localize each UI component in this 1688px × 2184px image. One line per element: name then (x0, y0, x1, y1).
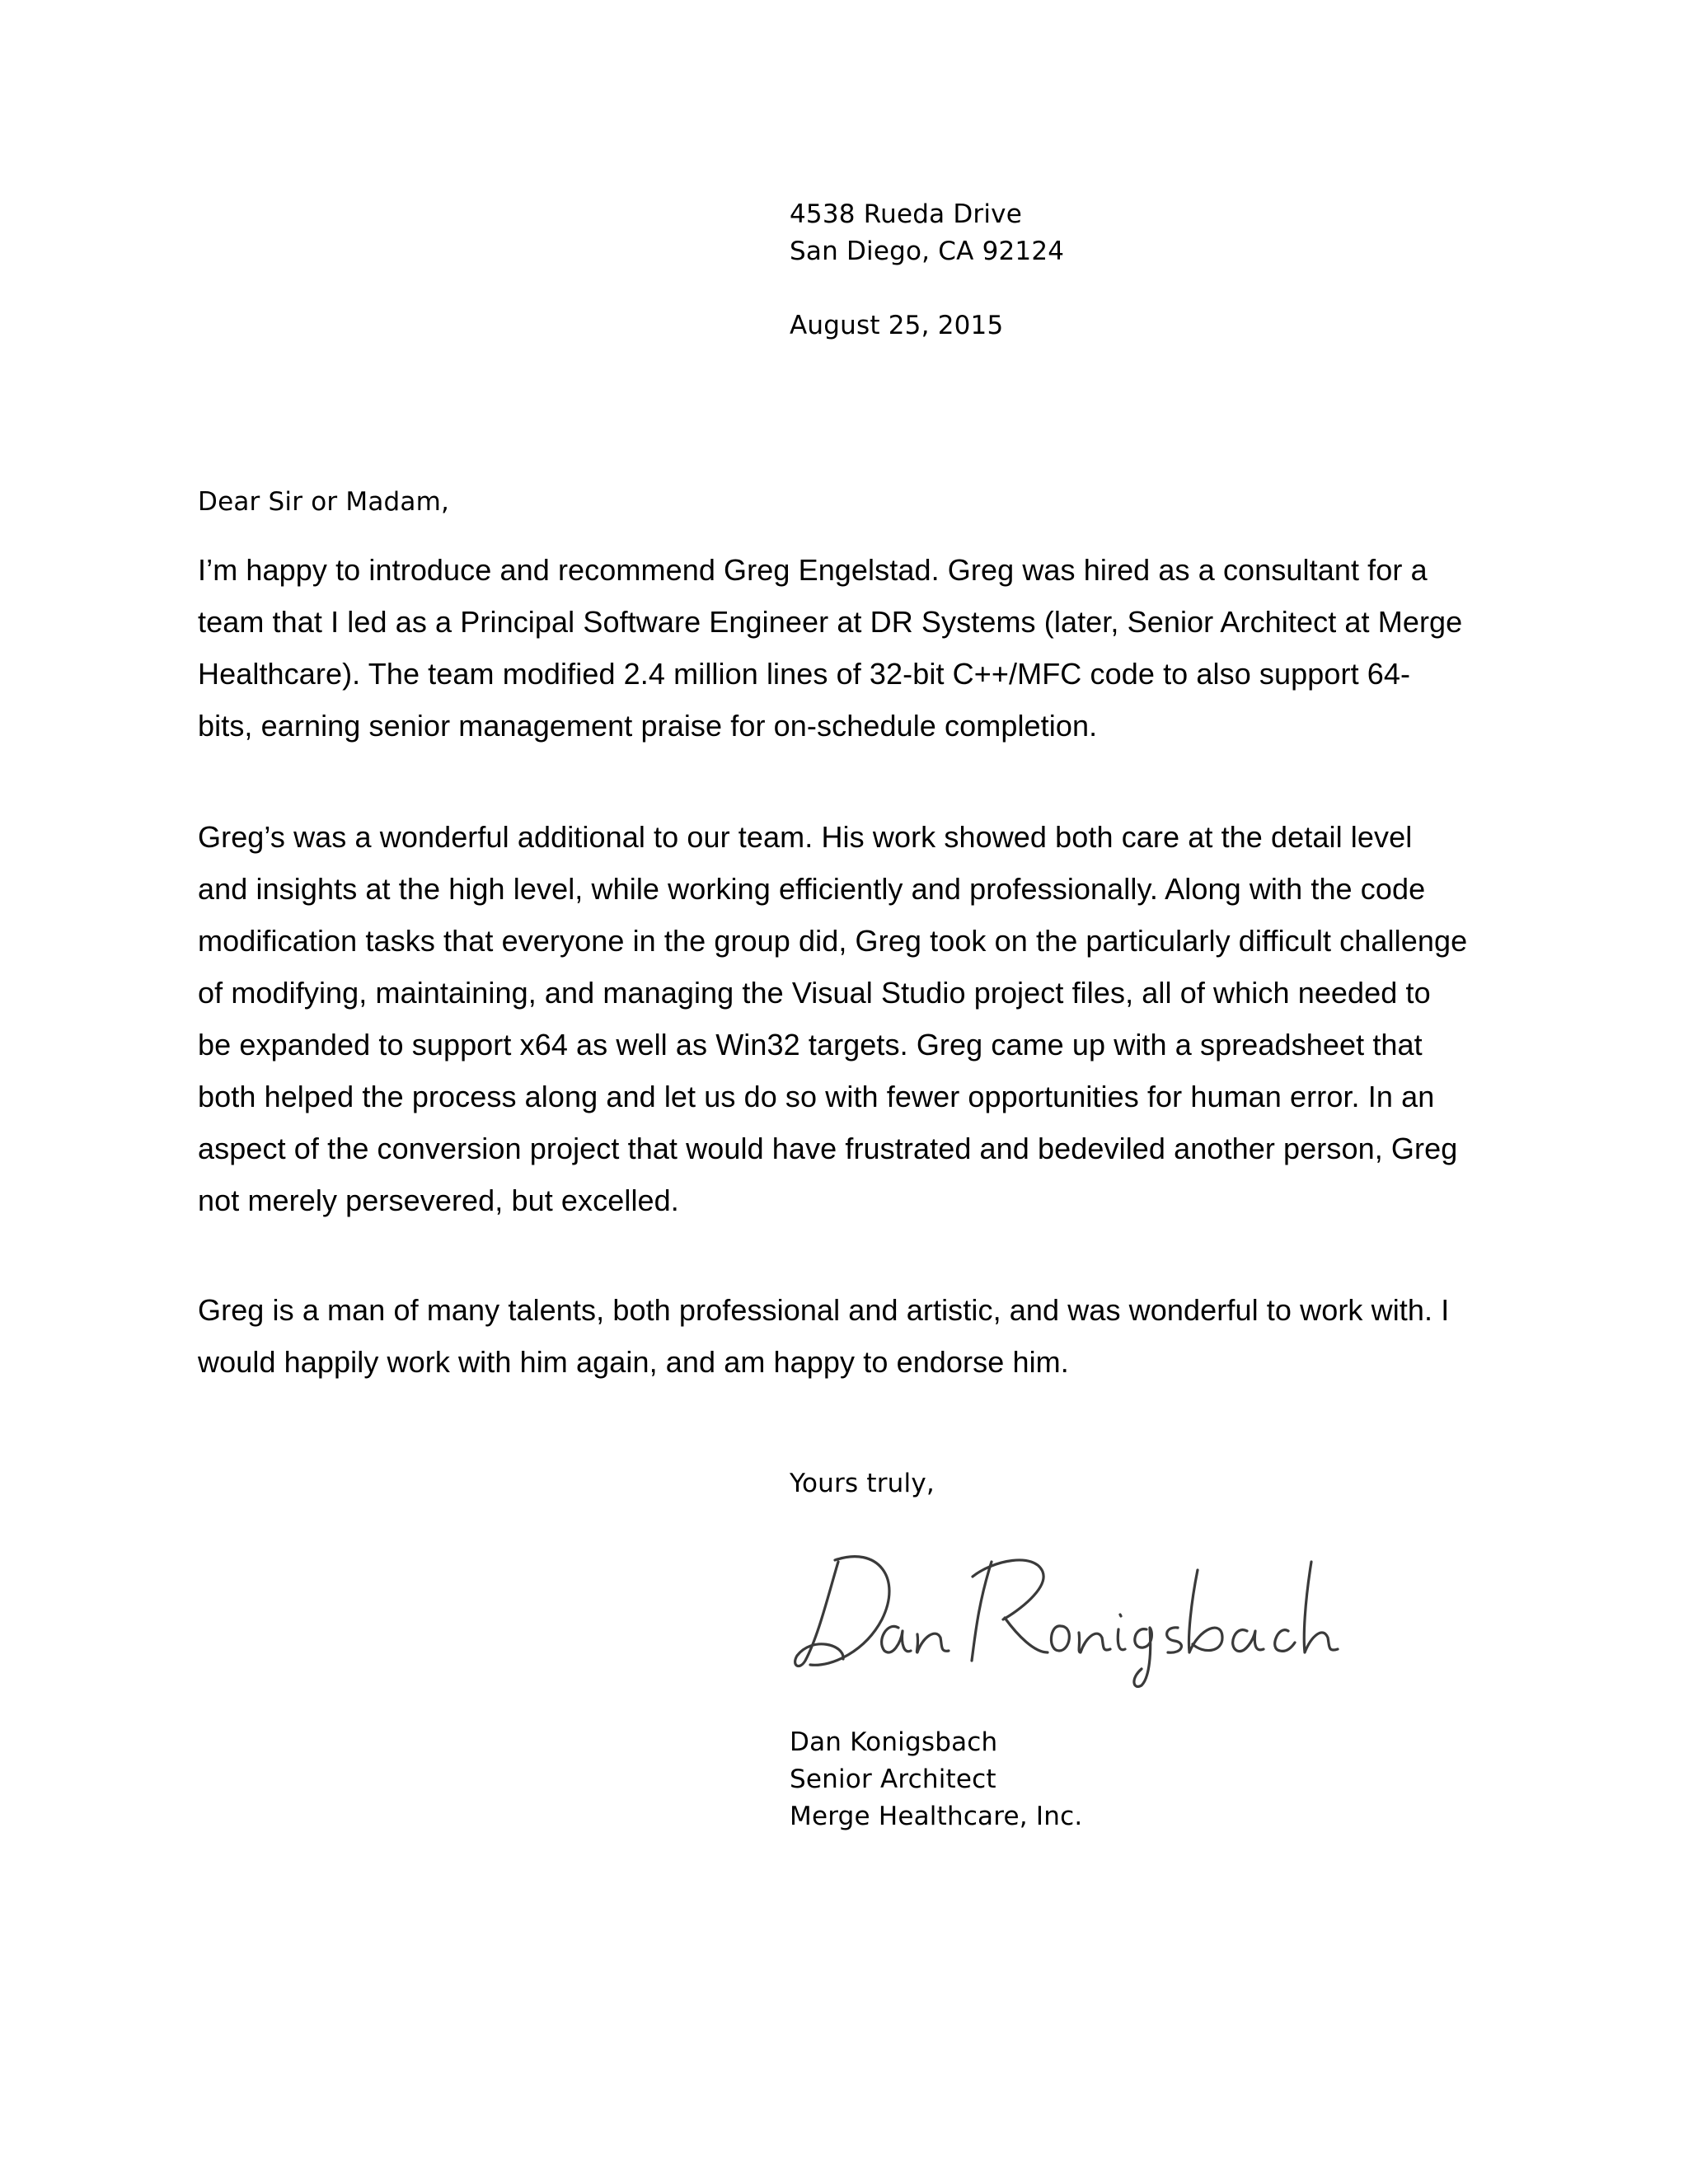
paragraph-line: and insights at the high level, while working efficiently and professionally. Along with the code (198, 872, 1426, 906)
body-paragraph-3 (198, 1284, 1500, 1388)
paragraph-line: of modifying, maintaining, and managing the Visual Studio project files, all of which needed to (198, 976, 1431, 1010)
paragraph-line: be expanded to support x64 as well as Win32 targets. Greg came up with a spreadsheet that (198, 1028, 1423, 1062)
signature-block (790, 1724, 1082, 1835)
signer-title: Senior Architect (790, 1765, 996, 1794)
handwritten-signature (787, 1529, 1348, 1694)
sender-street: 4538 Rueda Drive (790, 199, 1022, 229)
paragraph-line: Greg’s was a wonderful additional to our team. His work showed both care at the detail level (198, 820, 1413, 854)
paragraph-line: not merely persevered, but excelled. (198, 1183, 679, 1217)
paragraph-line: bits, earning senior management praise for on-schedule completion. (198, 709, 1098, 743)
sender-address (790, 196, 1064, 270)
signer-name: Dan Konigsbach (790, 1727, 998, 1757)
signer-company: Merge Healthcare, Inc. (790, 1802, 1083, 1831)
paragraph-line: team that I led as a Principal Software Engineer at DR Systems (later, Senior Architect at Merge (198, 605, 1463, 639)
salutation: Dear Sir or Madam, (198, 487, 450, 517)
paragraph-line: would happily work with him again, and am happy to endorse him. (198, 1345, 1069, 1379)
paragraph-line: I’m happy to introduce and recommend Greg Engelstad. Greg was hired as a consultant for a (198, 553, 1428, 587)
paragraph-line: Greg is a man of many talents, both professional and artistic, and was wonderful to work with. I (198, 1293, 1450, 1327)
closing: Yours truly, (790, 1469, 935, 1498)
body-paragraph-2 (198, 811, 1500, 1226)
paragraph-line: Healthcare). The team modified 2.4 million lines of 32-bit C++/MFC code to also support 64- (198, 657, 1411, 691)
body-paragraph-1 (198, 544, 1500, 752)
letter-date: August 25, 2015 (790, 311, 1004, 340)
paragraph-line: modification tasks that everyone in the group did, Greg took on the particularly difficult challenge (198, 924, 1468, 958)
paragraph-line: aspect of the conversion project that would have frustrated and bedeviled another person, Greg (198, 1132, 1458, 1165)
paragraph-line: both helped the process along and let us do so with fewer opportunities for human error. In an (198, 1080, 1435, 1113)
sender-city-state-zip: San Diego, CA 92124 (790, 237, 1065, 266)
